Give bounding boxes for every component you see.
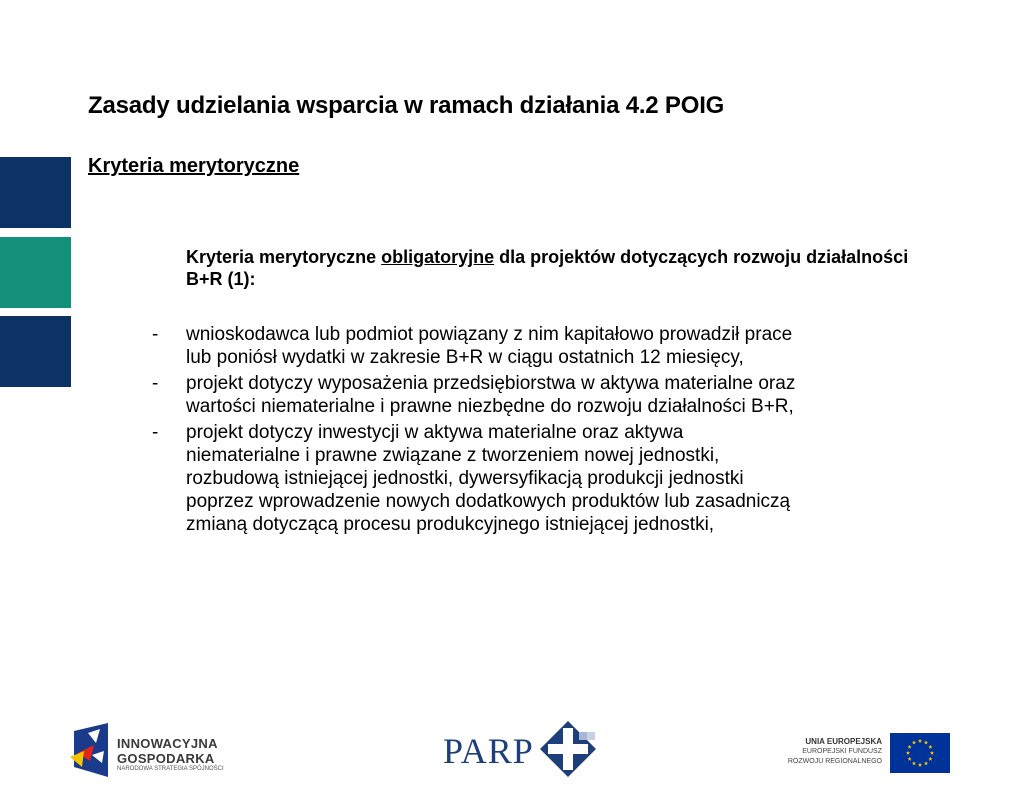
eu-flag-icon <box>890 733 950 773</box>
bullet-dash: - <box>152 422 159 443</box>
bullet-text: wnioskodawca lub podmiot powiązany z nim kapitałowo prowadził prace lub poniósł wydatki w zakresie B+R w ciągu ostatnich 12 miesięcy, <box>186 324 793 368</box>
slide-title: Zasady udzielania wsparcia w ramach działania 4.2 POIG <box>88 92 725 119</box>
bullet-text: projekt dotyczy wyposażenia przedsiębiorstwa w aktywa materialne oraz wartości niematerialne i prawne niezbędne do rozwoju działalności B+R, <box>186 373 796 417</box>
bullet-dash: - <box>152 324 159 345</box>
criteria-list <box>152 323 952 539</box>
side-block-navy-top <box>0 157 71 228</box>
eu-line2: EUROPEJSKI FUNDUSZ <box>802 748 882 755</box>
list-item <box>152 421 952 536</box>
parp-diamond-icon <box>539 720 597 778</box>
eu-line3: ROZWOJU REGIONALNEGO <box>787 758 882 765</box>
list-item <box>152 372 952 418</box>
eu-line1: UNIA EUROPEJSKA <box>805 737 882 746</box>
eu-logo <box>760 733 950 773</box>
bullet-dash: - <box>152 373 159 394</box>
ig-line2: GOSPODARKA <box>117 751 215 766</box>
intro-part2: dla projektów dotyczących rozwoju działalności B+R (1): <box>186 247 909 289</box>
criteria-intro <box>186 246 926 290</box>
ig-emblem-icon <box>70 723 114 779</box>
ig-line1: INNOWACYJNA <box>117 736 218 751</box>
slide-subtitle: Kryteria merytoryczne <box>88 155 300 177</box>
side-block-teal <box>0 237 71 308</box>
intro-underlined: obligatoryjne <box>381 247 495 267</box>
list-item <box>152 323 952 369</box>
bullet-text: projekt dotyczy inwestycji w aktywa materialne oraz aktywa niematerialne i prawne związane z tworzeniem nowej jednostki, rozbudową istniejącej jednostki, dywersyfikacją produkcji jednostki poprzez wprowadzenie nowych dodatkowych produktów lub zasadniczą zmianą dotyczącą procesu produkcyjnego istniejącej jednostki, <box>186 422 791 535</box>
eu-text <box>788 737 882 767</box>
ig-line3: NARODOWA STRATEGIA SPÓJNOŚCI <box>117 766 224 772</box>
innowacyjna-gospodarka-logo <box>70 723 250 781</box>
parp-wordmark: PARP <box>443 731 534 771</box>
intro-part1: Kryteria merytoryczne <box>186 247 382 267</box>
side-block-navy-bottom <box>0 316 71 387</box>
parp-logo <box>443 720 603 780</box>
